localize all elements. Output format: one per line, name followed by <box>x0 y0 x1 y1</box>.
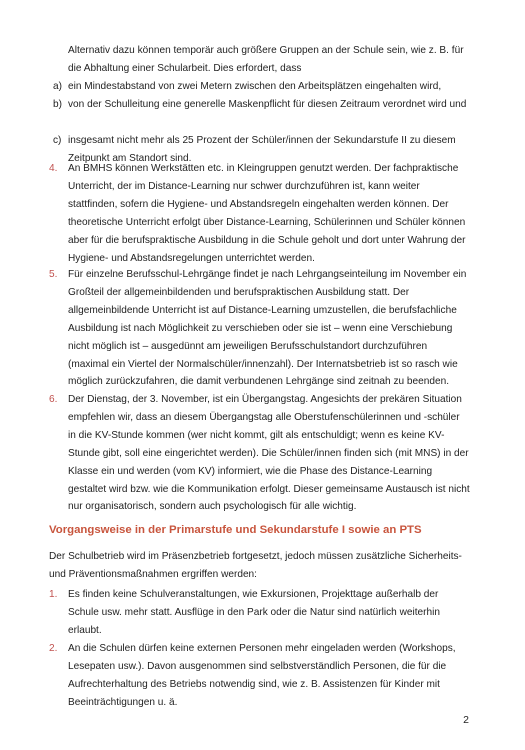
list-text: Es finden keine Schulveranstaltungen, wie Exkursionen, Projekttage außerhalb der Schule usw. mehr statt. Ausflüge in den Park oder die Natur sind natürlich weiterhin erlaubt. <box>68 589 440 636</box>
list-text: Der Dienstag, der 3. November, ist ein Übergangstag. Angesichts der prekären Situation empfehlen wir, dass an diesem Übergangstag alle Oberstufenschülerinnen und -schüler in die KV-Stunde kommen (wer nicht kommt, gilt als entschuldigt; wenn es keine KV-Stunde gibt, soll eine eingerichtet werden). Die Schüler/innen finden sich (mit MNS) in der Klasse ein und werden (vom KV) informiert, wie die Phase des Distance-Learning gestaltet wird bzw. wie die Kommunikation erfolgt. Dieser gemeinsame Austausch ist nicht nur organisatorisch, sondern auch psychologisch für alle wichtig. <box>68 394 470 513</box>
list-number: 2. <box>49 643 58 654</box>
list-item-2 <box>49 640 470 712</box>
page-number: 2 <box>463 714 469 726</box>
list-text: An BMHS können Werkstätten etc. in Kleingruppen genutzt werden. Der fachpraktische Unterricht, der im Distance-Learning nur schwer durchzuführen ist, kann weiter stattfinden, sofern die Hygiene- und Abstandsregeln eingehalten werden können. Der theoretische Unterricht erfolgt über Distance-Learning, Schülerinnen und Schüler können aber für die berufspraktische Ausbildung in die Schule geholt und dort unter Wahrung der Hygiene- und Abstandsregelungen unterrichtet werden. <box>68 163 466 264</box>
list-item-4 <box>49 160 470 267</box>
sublist-item-a <box>53 78 470 96</box>
list-item-5 <box>49 266 470 391</box>
sublist-label: a) <box>53 81 62 92</box>
list-text: An die Schulen dürfen keine externen Personen mehr eingeladen werden (Workshops, Lesepaten usw.). Davon ausgenommen sind selbstverständlich Personen, die für die Aufrechterhaltung des Betriebs notwendig sind, wie z. B. Assistenzen für Kinder mit Beeinträchtigungen u. ä. <box>68 643 456 708</box>
sublist-item-b <box>53 96 470 114</box>
section-heading: Vorgangsweise in der Primarstufe und Sekundarstufe I sowie an PTS <box>49 524 422 536</box>
list-text: Für einzelne Berufsschul-Lehrgänge findet je nach Lehrgangseinteilung im November ein Großteil der allgemeinbildenden und berufspraktischen Ausbildung statt. Der allgemeinbildende Unterricht ist auf Distance-Learning umzustellen, die berufsfachliche Ausbildung ist nach Möglichkeit zu verschieben oder sie ist – wenn eine Verschiebung nicht möglich ist – ausgedünnt am jeweiligen Berufsschulstandort durchzuführen (maximal ein Viertel der Normalschüler/innenzahl). Der Internatsbetrieb ist so rasch wie möglich zurückzufahren, die damit verbundenen Lehrgänge sind zeitnah zu beenden. <box>68 269 467 388</box>
list-item-1 <box>49 586 470 640</box>
sublist-text: ein Mindestabstand von zwei Metern zwischen den Arbeitsplätzen eingehalten wird, <box>68 81 442 92</box>
sublist-label: c) <box>53 135 62 146</box>
intro-paragraph: Alternativ dazu können temporär auch größere Gruppen an der Schule sein, wie z. B. für die Abhaltung einer Schularbeit. Dies erfordert, dass <box>68 45 464 74</box>
list-number: 1. <box>49 589 58 600</box>
sublist-text: insgesamt nicht mehr als 25 Prozent der Schüler/innen der Sekundarstufe II zu diesem Zeitpunkt am Standort sind. <box>68 135 456 164</box>
list-number: 5. <box>49 269 58 280</box>
section-paragraph: Der Schulbetrieb wird im Präsenzbetrieb fortgesetzt, jedoch müssen zusätzliche Sicherheits- und Präventionsmaßnahmen ergriffen werden: <box>49 551 462 580</box>
list-number: 4. <box>49 163 58 174</box>
sublist-label: b) <box>53 99 62 110</box>
sublist-text: von der Schulleitung eine generelle Maskenpflicht für diesen Zeitraum verordnet wird und <box>68 99 467 110</box>
list-number: 6. <box>49 394 58 405</box>
list-item-6 <box>49 391 470 516</box>
